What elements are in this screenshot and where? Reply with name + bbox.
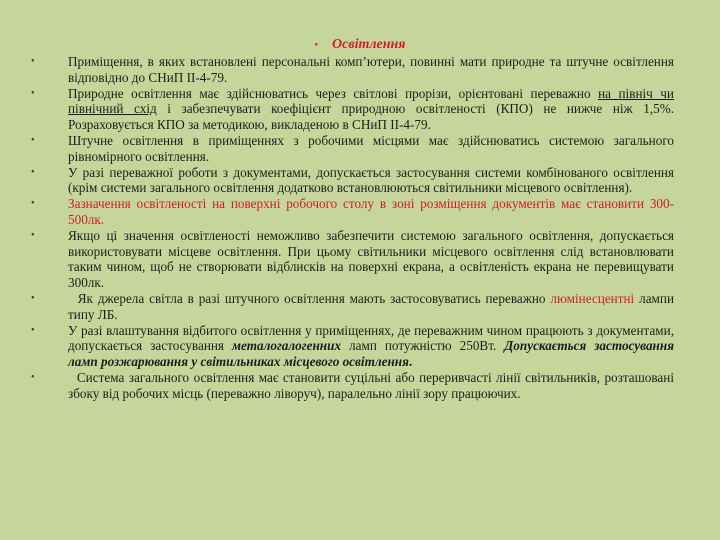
list-item: • Система загального освітлення має становити суцільні або переривчасті лінії світильників, розташовані збоку від робочих місць (переважно ліворуч), паралельно лінії зору працюючих.	[68, 370, 674, 402]
emphasized-term: металогалогенних	[232, 338, 342, 354]
title-row	[0, 37, 720, 54]
slide-title: Освітлення	[332, 37, 406, 52]
list-item: • Штучне освітлення в приміщеннях з робочими місцями має здійснюватись системою загального рівномірного освітлення.	[68, 133, 674, 165]
list-item: • У разі влаштування відбитого освітлення у приміщеннях, де переважним чином працюють з документами, допускається застосування металогалогенних ламп потужністю 250Вт. Допускається застосування ламп розжарювання у світильниках місцевого освітлення.	[68, 323, 674, 370]
list-item-highlighted: • Зазначення освітленості на поверхні робочого столу в зоні розміщення документів має становити 300-500лк.	[68, 196, 674, 228]
list-item: • У разі переважної роботи з документами, допускається застосування системи комбінованого освітлення (крім системи загального освітлення додатково встановлюються світильники місцевого освітлення).	[68, 165, 674, 197]
list-item: • Природне освітлення має здійснюватись через світлові прорізи, орієнтовані переважно на північ чи північний схід і забезпечувати коефіцієнт природною освітленості (КПО) не нижче ніж 1,5%. Розраховується КПО за методикою, викладеною в СНиП ІІ-4-79.	[68, 86, 674, 133]
bullet-list	[68, 54, 674, 402]
highlighted-term: люмінесцентні	[550, 290, 635, 306]
underlined-text: на північ чи північний схід	[68, 85, 674, 117]
emphasized-sentence: Допускається застосування ламп розжарювання у світильниках місцевого освітлення	[68, 338, 674, 370]
title-bullet-icon: •	[314, 40, 318, 51]
list-item: • Приміщення, в яких встановлені персональні комп’ютери, повинні мати природне та штучне освітлення відповідно до СНиП ІІ-4-79.	[68, 54, 674, 86]
list-item: • Якщо ці значення освітленості неможливо забезпечити системою загального освітлення, допускається використовувати місцеве освітлення. При цьому світильники місцевого освітлення слід встановлювати таким чином, щоб не створювати відблисків на поверхні екрана, а освітленість екрана не перевищувати 300лк.	[68, 228, 674, 291]
list-item: • Як джерела світла в разі штучного освітлення мають застосовуватись переважно люмінесцентні лампи типу ЛБ.	[68, 291, 674, 323]
